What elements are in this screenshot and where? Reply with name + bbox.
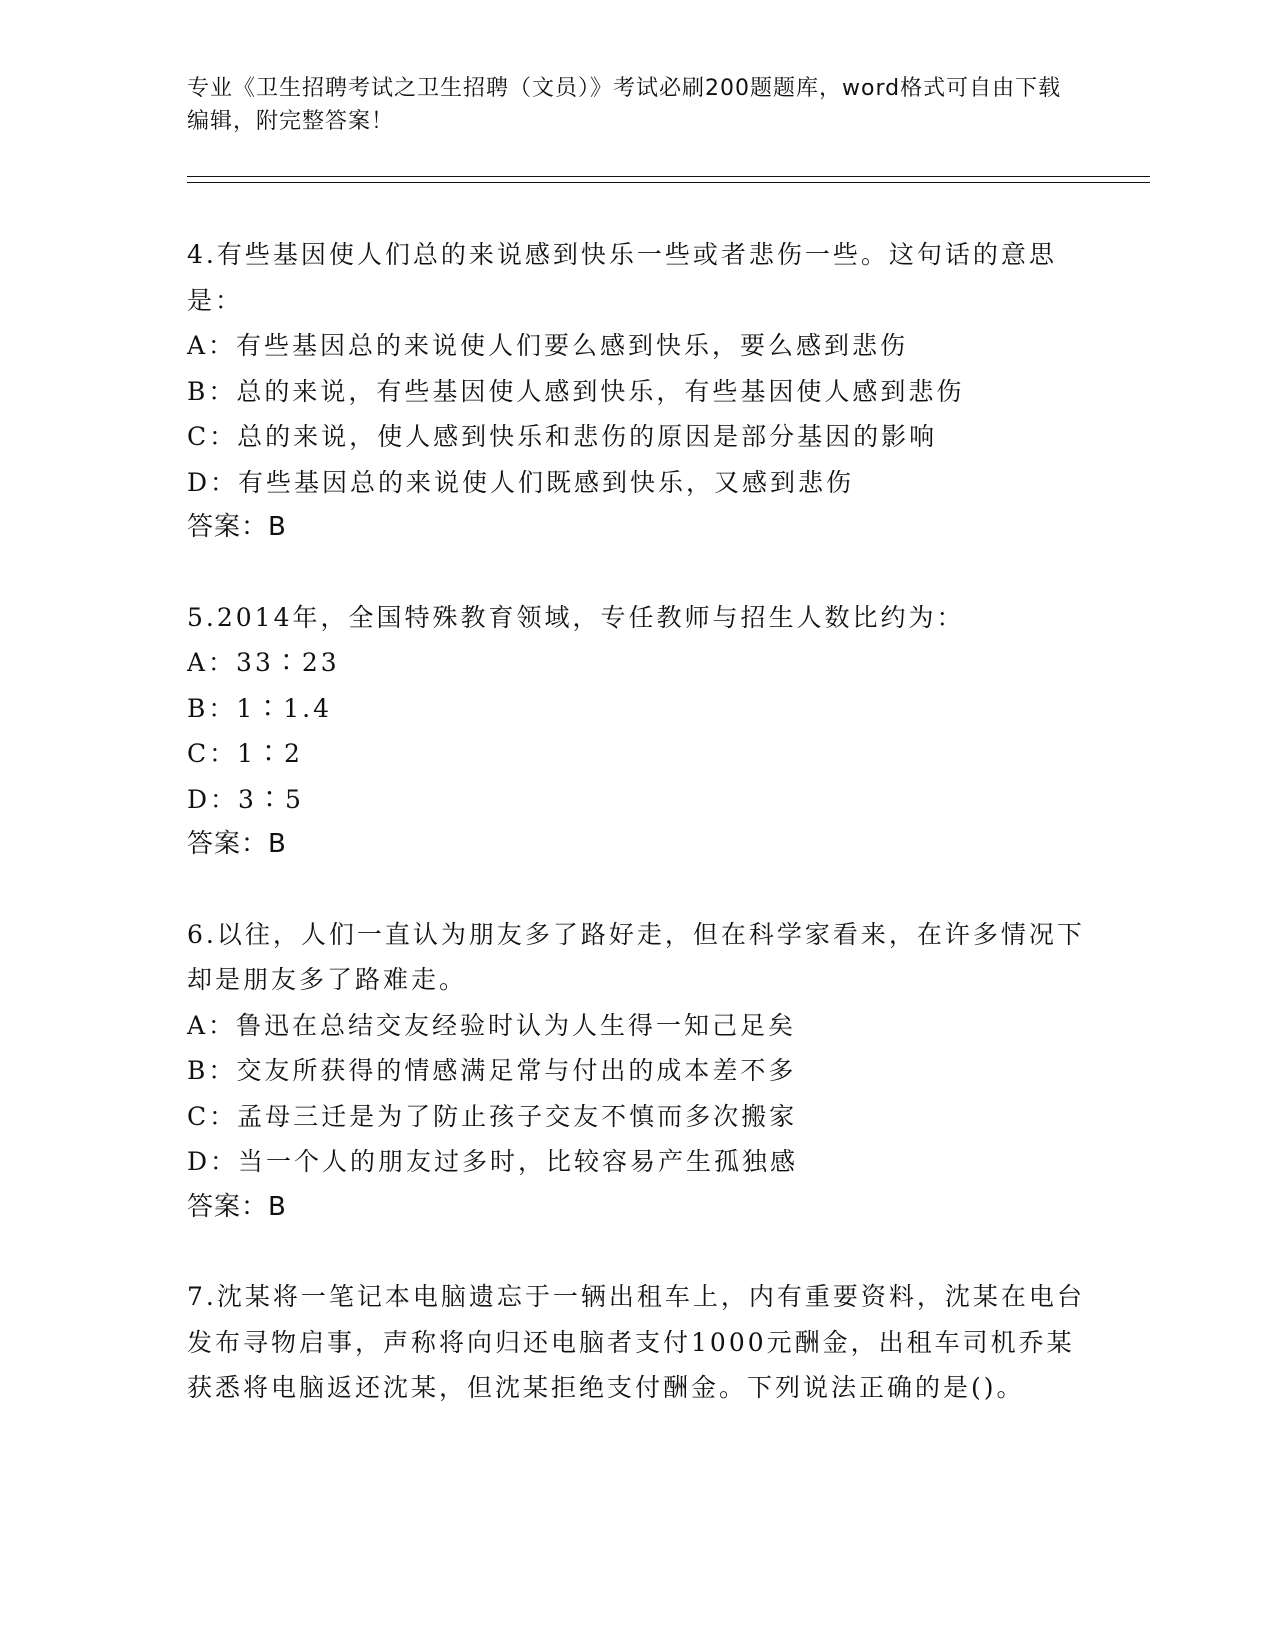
question-6 [187,912,1087,1231]
option-d: D：有些基因总的来说使人们既感到快乐，又感到悲伤 [187,467,855,497]
header-rule-top [187,176,1150,177]
document-header: 专业《卫生招聘考试之卫生招聘（文员）》考试必刷200题题库，word格式可自由下载编辑，附完整答案！ [187,76,1062,134]
option-a: A：鲁迅在总结交友经验时认为人生得一知己足矣 [187,1010,797,1040]
option-b: B：1∶1.4 [187,693,333,723]
option-d: D：当一个人的朋友过多时，比较容易产生孤独感 [187,1147,799,1176]
option-a: A：33∶23 [187,648,340,677]
answer-line: 答案：B [187,829,287,859]
question-stem: 6.以往，人们一直认为朋友多了路好走，但在科学家看来，在许多情况下却是朋友多了路难走。 [187,919,1085,994]
option-c: C：孟母三迁是为了防止孩子交友不慎而多次搬家 [187,1101,798,1131]
header-rule-bottom [187,182,1150,183]
question-stem: 4.有些基因使人们总的来说感到快乐一些或者悲伤一些。这句话的意思是： [187,240,1057,315]
question-stem: 5.2014年，全国特殊教育领域，专任教师与招生人数比约为： [187,602,965,632]
question-4 [187,232,1087,551]
option-a: A：有些基因总的来说使人们要么感到快乐，要么感到悲伤 [187,331,909,360]
option-c: C：1∶2 [187,739,303,768]
option-c: C：总的来说，使人感到快乐和悲伤的原因是部分基因的影响 [187,422,938,451]
question-7 [187,1274,1087,1411]
answer-line: 答案：B [187,1191,287,1222]
option-b: B：总的来说，有些基因使人感到快乐，有些基因使人感到悲伤 [187,376,965,406]
question-list [187,232,1087,1455]
question-5 [187,595,1087,868]
option-d: D：3∶5 [187,784,304,814]
question-stem: 7.沈某将一笔记本电脑遗忘于一辆出租车上，内有重要资料，沈某在电台发布寻物启事，声称将向归还电脑者支付1000元酬金，出租车司机乔某获悉将电脑返还沈某，但沈某拒绝支付酬金。下列说法正确的是()。 [187,1282,1085,1402]
option-b: B：交友所获得的情感满足常与付出的成本差不多 [187,1056,797,1085]
answer-line: 答案：B [187,512,287,542]
